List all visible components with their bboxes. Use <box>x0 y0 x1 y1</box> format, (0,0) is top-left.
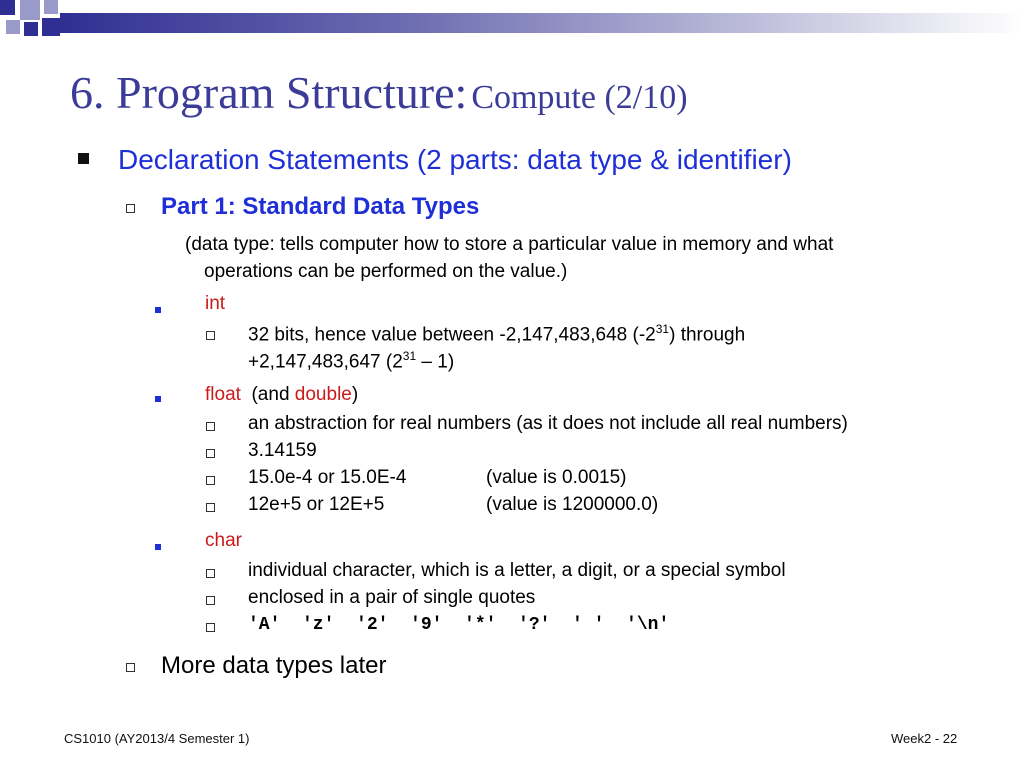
item-text: individual character, which is a letter, a digit, or a special symbol <box>248 560 786 581</box>
char-literals-code: 'A' 'z' '2' '9' '*' '?' ' ' '\n' <box>248 615 670 635</box>
hollow-square-bullet-icon <box>206 623 215 632</box>
text-part: – 1) <box>416 351 455 373</box>
deco-square <box>42 18 60 36</box>
description-line: (data type: tells computer how to store a particular value in memory and what <box>185 234 834 255</box>
text-part: (and <box>251 384 290 405</box>
hollow-square-bullet-icon <box>206 449 215 458</box>
footer-page-number: Week2 - 22 <box>891 731 958 746</box>
type-heading <box>205 384 358 406</box>
list-item-continued <box>248 349 454 373</box>
item-text: 15.0e-4 or 15.0E-4 <box>248 467 407 488</box>
type-label: float <box>205 384 241 405</box>
subbullet-text: Part 1: Standard Data Types <box>161 193 480 220</box>
bullet-text: Declaration Statements (2 parts: data type & identifier) <box>118 144 792 175</box>
deco-square <box>0 0 15 15</box>
hollow-square-bullet-icon <box>206 331 215 340</box>
slide-title-main: 6. Program Structure: <box>70 67 468 118</box>
hollow-square-bullet-icon <box>206 503 215 512</box>
hollow-square-bullet-icon <box>206 422 215 431</box>
hollow-square-bullet-icon <box>126 663 135 672</box>
filled-bullet-icon <box>155 307 161 313</box>
text-part: +2,147,483,647 (2 <box>248 351 403 373</box>
slide-title-sub: Compute (2/10) <box>471 79 688 116</box>
item-text <box>248 322 745 346</box>
type-label: int <box>205 293 226 314</box>
type-label: char <box>205 530 242 551</box>
item-text: enclosed in a pair of single quotes <box>248 587 536 608</box>
description-line: operations can be performed on the value.) <box>204 261 568 282</box>
header-gradient-bar <box>60 13 1024 33</box>
text-part: ) through <box>669 324 746 346</box>
square-bullet-icon <box>78 153 89 164</box>
item-text: 3.14159 <box>248 440 317 461</box>
slide-title <box>70 66 688 119</box>
filled-bullet-icon <box>155 544 161 550</box>
deco-square <box>24 22 38 36</box>
deco-square <box>6 20 20 34</box>
hollow-square-bullet-icon <box>206 476 215 485</box>
item-text: 12e+5 or 12E+5 <box>248 494 385 515</box>
deco-square <box>20 0 40 20</box>
text-part: 32 bits, hence value between -2,147,483,648 (-2 <box>248 324 656 346</box>
hollow-square-bullet-icon <box>126 204 135 213</box>
deco-square <box>44 0 58 14</box>
item-note: (value is 0.0015) <box>486 467 627 488</box>
item-text: an abstraction for real numbers (as it does not include all real numbers) <box>248 413 848 434</box>
hollow-square-bullet-icon <box>206 569 215 578</box>
footer-course: CS1010 (AY2013/4 Semester 1) <box>64 731 250 746</box>
hollow-square-bullet-icon <box>206 596 215 605</box>
item-note: (value is 1200000.0) <box>486 494 659 515</box>
superscript: 31 <box>402 349 417 363</box>
text-part: ) <box>351 384 359 405</box>
type-label: double <box>294 384 352 405</box>
superscript: 31 <box>655 322 670 336</box>
subbullet-text: More data types later <box>161 652 387 679</box>
data-type-description <box>185 231 985 285</box>
filled-bullet-icon <box>155 396 161 402</box>
